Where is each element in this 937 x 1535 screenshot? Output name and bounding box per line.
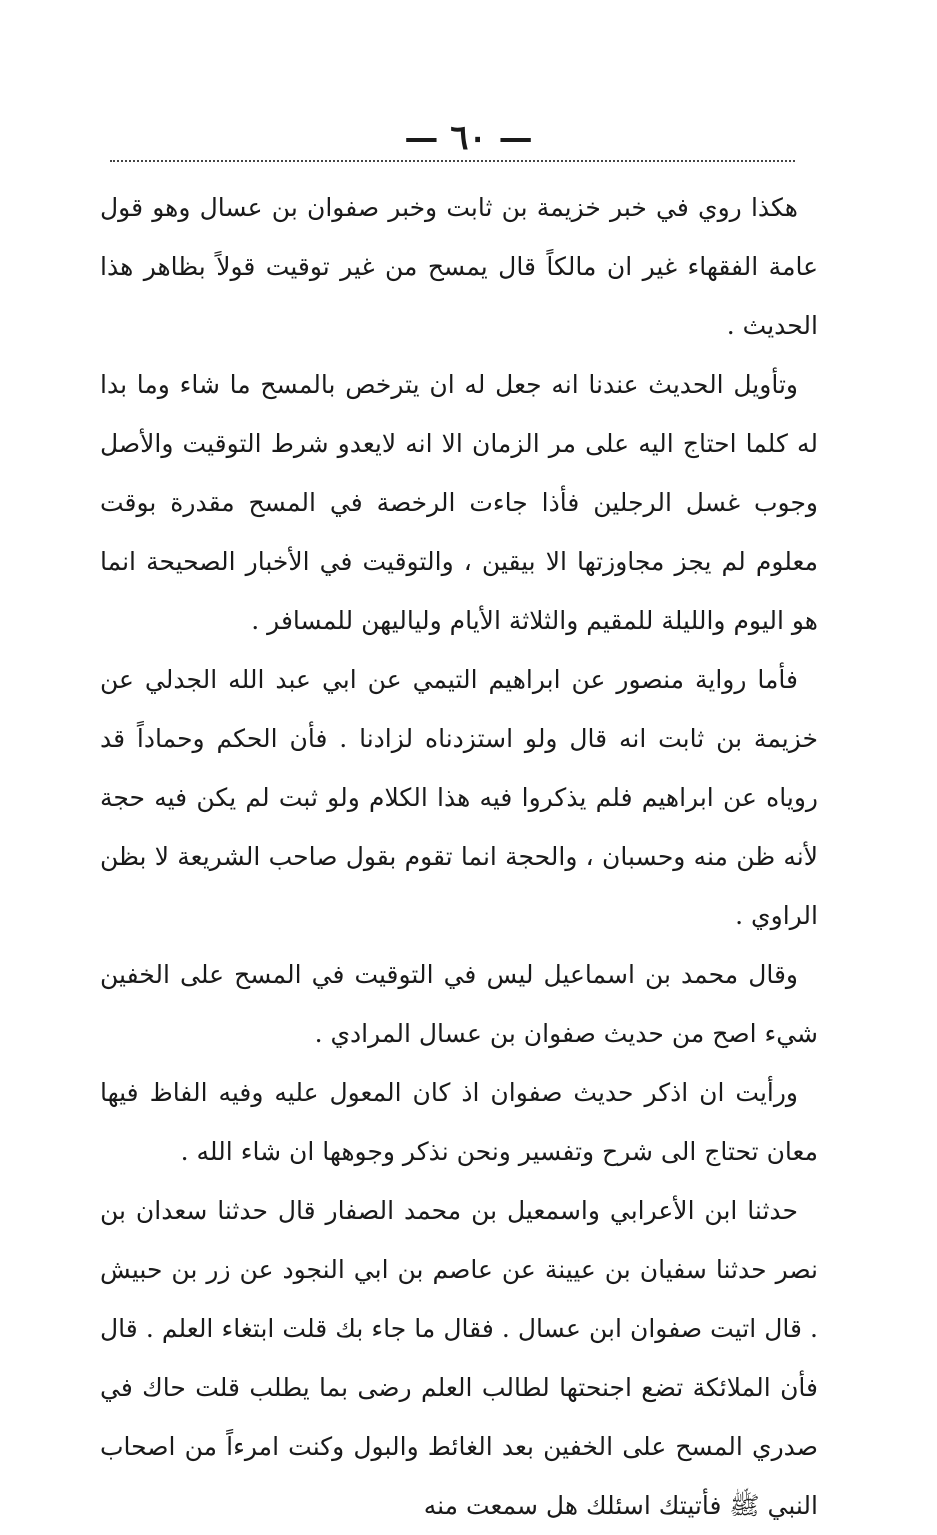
paragraph: حدثنا ابن الأعرابي واسمعيل بن محمد الصفار قال حدثنا سعدان بن نصر حدثنا سفيان بن عيينة عن عاصم بن ابي النجود عن زر بن حبيش . قال اتيت صفوان ابن عسال . فقال ما جاء بك قلت ابتغاء العلم . قال فأن الملائكة تضع اجنحتها لطالب العلم رضى بما يطلب قلت حاك في صدري المسح على الخفين بعد الغائط والبول وكنت امرءاً من اصحاب النبي ﷺ فأتيتك اسئلك هل سمعت منه — [100, 1196, 818, 1520]
paragraph: هكذا روي في خبر خزيمة بن ثابت وخبر صفوان بن عسال وهو قول عامة الفقهاء غير ان مالكاً قال يمسح من غير توقيت قولاً بظاهر هذا الحديث . — [100, 193, 818, 340]
body-text — [100, 178, 818, 1535]
paragraph: ورأيت ان اذكر حديث صفوان اذ كان المعول عليه وفيه الفاظ فيها معان تحتاج الى شرح وتفسير ونحن نذكر وجوهها ان شاء الله . — [100, 1078, 818, 1166]
paragraph: وقال محمد بن اسماعيل ليس في التوقيت في المسح على الخفين شيء اصح من حديث صفوان بن عسال المرادي . — [100, 960, 818, 1048]
paragraph: وتأويل الحديث عندنا انه جعل له ان يترخص بالمسح ما شاء وما بدا له كلما احتاج اليه على مر الزمان الا انه لايعدو شرط التوقيت والأصل وجوب غسل الرجلين فأذا جاءت الرخصة في المسح مقدرة بوقت معلوم لم يجز مجاوزتها الا بيقين ، والتوقيت في الأخبار الصحيحة انما هو اليوم والليلة للمقيم والثلاثة الأيام ولياليهن للمسافر . — [100, 370, 818, 635]
header-divider — [110, 160, 795, 162]
page-number: — ٦٠ — — [404, 118, 533, 158]
paragraph: فأما رواية منصور عن ابراهيم التيمي عن ابي عبد الله الجدلي عن خزيمة بن ثابت انه قال ولو استزدناه لزادنا . فأن الحكم وحماداً قد روياه عن ابراهيم فلم يذكروا فيه هذا الكلام ولو ثبت لم يكن فيه حجة لأنه ظن منه وحسبان ، والحجة انما تقوم بقول صاحب الشريعة لا بظن الراوي . — [100, 665, 818, 930]
